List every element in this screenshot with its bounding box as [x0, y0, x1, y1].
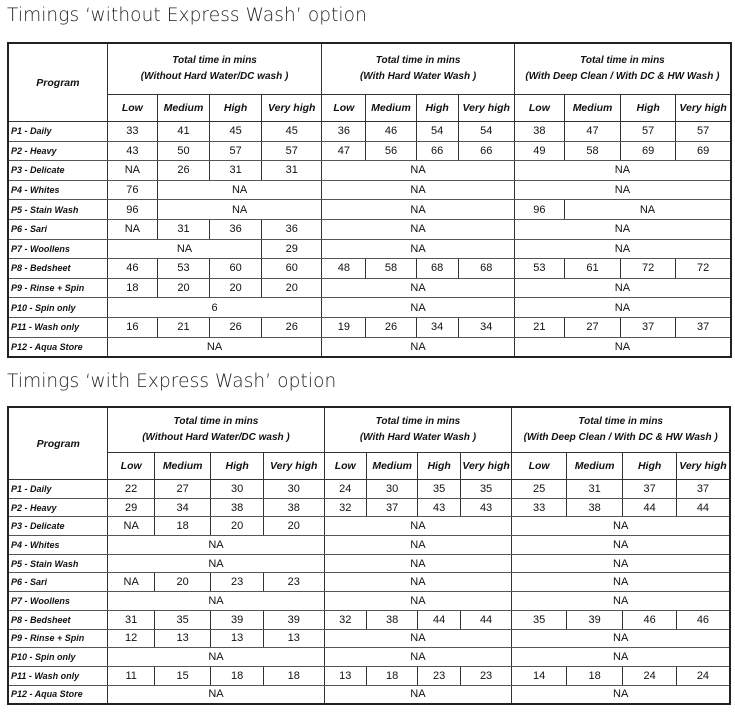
table-row: [8, 219, 731, 239]
time-cell: NA: [514, 219, 731, 239]
time-cell: 13: [211, 629, 264, 648]
time-cell: 38: [263, 498, 324, 517]
program-name: P12 - Aqua Store: [8, 685, 108, 704]
program-name: P3 - Delicate: [8, 517, 108, 536]
time-cell: NA: [108, 517, 154, 536]
time-cell: 37: [623, 480, 677, 499]
time-cell: NA: [512, 685, 730, 704]
time-cell: 18: [366, 666, 417, 685]
time-cell: 20: [157, 278, 209, 298]
table-row: [8, 200, 731, 220]
section-title-without-express: Timings ‘without Express Wash’ option: [7, 5, 367, 26]
table-row: [8, 554, 730, 573]
time-cell: NA: [512, 573, 730, 592]
table-row: [8, 161, 731, 181]
program-name: P7 - Woollens: [8, 592, 108, 611]
program-header: Program: [8, 43, 107, 122]
time-cell: NA: [322, 298, 515, 318]
time-cell: 53: [157, 259, 209, 279]
time-cell: 56: [366, 141, 416, 161]
time-cell: 14: [512, 666, 567, 685]
time-cell: NA: [514, 298, 731, 318]
level-header: Low: [108, 453, 154, 480]
program-name: P10 - Spin only: [8, 298, 107, 318]
program-name: P9 - Rinse + Spin: [8, 278, 107, 298]
time-cell: 57: [621, 122, 676, 142]
program-name: P12 - Aqua Store: [8, 337, 107, 357]
time-cell: 43: [418, 498, 460, 517]
time-cell: 13: [324, 666, 366, 685]
time-cell: NA: [324, 592, 512, 611]
time-cell: NA: [512, 629, 730, 648]
time-cell: 61: [564, 259, 620, 279]
program-name: P8 - Bedsheet: [8, 259, 107, 279]
time-cell: NA: [514, 180, 731, 200]
time-cell: 38: [514, 122, 564, 142]
group-header-line: Total time in mins: [173, 416, 259, 427]
time-cell: 68: [416, 259, 458, 279]
group-header: [108, 407, 324, 453]
time-cell: 18: [154, 517, 211, 536]
table-row: [8, 298, 731, 318]
group-header: [512, 407, 730, 453]
time-cell: 20: [154, 573, 211, 592]
group-header-line: Total time in mins: [375, 55, 461, 66]
group-header-line: (With Deep Clean / With DC & HW Wash ): [523, 432, 718, 443]
time-cell: NA: [322, 239, 515, 259]
time-cell: 26: [210, 317, 262, 337]
time-cell: 57: [676, 122, 731, 142]
table-row: [8, 685, 730, 704]
level-header: Very high: [676, 453, 730, 480]
level-header: High: [418, 453, 460, 480]
time-cell: 21: [157, 317, 209, 337]
table-row: [8, 337, 731, 357]
time-cell: NA: [108, 554, 324, 573]
program-name: P11 - Wash only: [8, 666, 108, 685]
time-cell: NA: [107, 239, 261, 259]
program-name: P3 - Delicate: [8, 161, 107, 181]
table-row: [8, 278, 731, 298]
time-cell: 35: [460, 480, 512, 499]
time-cell: NA: [324, 573, 512, 592]
level-header: Medium: [366, 453, 417, 480]
level-header: High: [623, 453, 677, 480]
group-header: [514, 43, 731, 95]
time-cell: 6: [107, 298, 322, 318]
time-cell: NA: [514, 337, 731, 357]
table-row: [8, 122, 731, 142]
time-cell: NA: [322, 180, 515, 200]
program-name: P4 - Whites: [8, 536, 108, 555]
level-header: Medium: [154, 453, 211, 480]
level-header: Very high: [458, 95, 514, 122]
time-cell: 12: [108, 629, 154, 648]
level-header: Medium: [566, 453, 623, 480]
time-cell: NA: [514, 239, 731, 259]
time-cell: NA: [324, 629, 512, 648]
time-cell: 21: [514, 317, 564, 337]
time-cell: 25: [512, 480, 567, 499]
time-cell: 26: [157, 161, 209, 181]
time-cell: 31: [210, 161, 262, 181]
time-cell: 39: [211, 610, 264, 629]
table-row: [8, 610, 730, 629]
time-cell: 46: [676, 610, 730, 629]
program-header: Program: [8, 407, 108, 480]
time-cell: 37: [676, 480, 730, 499]
time-cell: 36: [210, 219, 262, 239]
time-cell: NA: [324, 648, 512, 667]
group-header-line: (Without Hard Water/DC wash ): [140, 71, 289, 82]
time-cell: 32: [324, 610, 366, 629]
time-cell: NA: [108, 648, 324, 667]
timings-table-without-express: [7, 42, 732, 358]
time-cell: NA: [108, 573, 154, 592]
time-cell: 44: [460, 610, 512, 629]
time-cell: 69: [621, 141, 676, 161]
time-cell: 66: [458, 141, 514, 161]
time-cell: NA: [107, 337, 322, 357]
level-header: Very high: [263, 453, 324, 480]
program-name: P4 - Whites: [8, 180, 107, 200]
time-cell: 34: [458, 317, 514, 337]
group-header: [324, 407, 512, 453]
level-header: Low: [322, 95, 366, 122]
time-cell: NA: [324, 685, 512, 704]
program-name: P7 - Woollens: [8, 239, 107, 259]
level-header: Low: [324, 453, 366, 480]
time-cell: 24: [623, 666, 677, 685]
time-cell: 37: [676, 317, 731, 337]
time-cell: 60: [210, 259, 262, 279]
time-cell: 72: [621, 259, 676, 279]
time-cell: 27: [154, 480, 211, 499]
time-cell: 33: [512, 498, 567, 517]
time-cell: 31: [108, 610, 154, 629]
time-cell: 18: [107, 278, 157, 298]
time-cell: 16: [107, 317, 157, 337]
group-header: [107, 43, 322, 95]
group-header-line: Total time in mins: [578, 416, 663, 427]
time-cell: NA: [322, 278, 515, 298]
time-cell: NA: [514, 278, 731, 298]
program-name: P1 - Daily: [8, 480, 108, 499]
time-cell: 37: [621, 317, 676, 337]
time-cell: 48: [322, 259, 366, 279]
program-name: P8 - Bedsheet: [8, 610, 108, 629]
table-row: [8, 480, 730, 499]
time-cell: 23: [418, 666, 460, 685]
time-cell: 31: [157, 219, 209, 239]
time-cell: 34: [154, 498, 211, 517]
time-cell: 69: [676, 141, 731, 161]
time-cell: 37: [366, 498, 417, 517]
time-cell: 72: [676, 259, 731, 279]
group-header: [322, 43, 515, 95]
table-row: [8, 259, 731, 279]
group-header-line: (Without Hard Water/DC wash ): [142, 432, 290, 443]
program-name: P6 - Sari: [8, 219, 107, 239]
time-cell: 13: [154, 629, 211, 648]
level-header: Very high: [262, 95, 322, 122]
header-row-groups: [8, 43, 731, 95]
group-header-line: Total time in mins: [375, 416, 461, 427]
table-row: [8, 317, 731, 337]
program-name: P5 - Stain Wash: [8, 200, 107, 220]
time-cell: NA: [514, 161, 731, 181]
time-cell: 45: [210, 122, 262, 142]
time-cell: 36: [322, 122, 366, 142]
time-cell: 35: [418, 480, 460, 499]
time-cell: 45: [262, 122, 322, 142]
time-cell: 76: [107, 180, 157, 200]
table-row: [8, 141, 731, 161]
group-header-line: Total time in mins: [172, 55, 257, 66]
time-cell: 13: [263, 629, 324, 648]
time-cell: NA: [322, 161, 515, 181]
program-name: P6 - Sari: [8, 573, 108, 592]
time-cell: 58: [366, 259, 416, 279]
level-header: Medium: [366, 95, 416, 122]
level-header: High: [621, 95, 676, 122]
time-cell: 96: [107, 200, 157, 220]
time-cell: 46: [366, 122, 416, 142]
time-cell: 20: [210, 278, 262, 298]
header-row-levels: [8, 453, 730, 480]
program-name: P11 - Wash only: [8, 317, 107, 337]
time-cell: 11: [108, 666, 154, 685]
time-cell: 47: [564, 122, 620, 142]
time-cell: 43: [460, 498, 512, 517]
time-cell: 35: [154, 610, 211, 629]
level-header: High: [416, 95, 458, 122]
time-cell: 38: [211, 498, 264, 517]
time-cell: NA: [512, 554, 730, 573]
table-row: [8, 536, 730, 555]
time-cell: NA: [512, 536, 730, 555]
time-cell: 27: [564, 317, 620, 337]
time-cell: 29: [108, 498, 154, 517]
section-title-with-express: Timings ‘with Express Wash’ option: [7, 371, 337, 392]
table-row: [8, 648, 730, 667]
level-header: High: [210, 95, 262, 122]
time-cell: 44: [623, 498, 677, 517]
header-row-levels: [8, 95, 731, 122]
time-cell: NA: [157, 180, 321, 200]
table-row: [8, 239, 731, 259]
time-cell: 46: [623, 610, 677, 629]
time-cell: 38: [366, 610, 417, 629]
level-header: Medium: [564, 95, 620, 122]
time-cell: NA: [512, 648, 730, 667]
time-cell: 30: [211, 480, 264, 499]
time-cell: 39: [263, 610, 324, 629]
time-cell: NA: [322, 337, 515, 357]
time-cell: NA: [157, 200, 321, 220]
level-header: High: [211, 453, 264, 480]
program-name: P1 - Daily: [8, 122, 107, 142]
level-header: Low: [514, 95, 564, 122]
group-header-line: (With Hard Water Wash ): [359, 71, 477, 82]
time-cell: NA: [322, 219, 515, 239]
table-row: [8, 573, 730, 592]
time-cell: 24: [324, 480, 366, 499]
time-cell: 53: [514, 259, 564, 279]
time-cell: NA: [564, 200, 731, 220]
time-cell: 22: [108, 480, 154, 499]
time-cell: 26: [262, 317, 322, 337]
time-cell: 47: [322, 141, 366, 161]
time-cell: 39: [566, 610, 623, 629]
time-cell: 23: [263, 573, 324, 592]
time-cell: 34: [416, 317, 458, 337]
table-row: [8, 666, 730, 685]
table-row: [8, 629, 730, 648]
time-cell: 54: [416, 122, 458, 142]
time-cell: 24: [676, 666, 730, 685]
time-cell: 20: [211, 517, 264, 536]
level-header: Low: [107, 95, 157, 122]
time-cell: 68: [458, 259, 514, 279]
time-cell: 46: [107, 259, 157, 279]
time-cell: 31: [566, 480, 623, 499]
time-cell: 44: [676, 498, 730, 517]
time-cell: 18: [211, 666, 264, 685]
time-cell: NA: [324, 517, 512, 536]
time-cell: NA: [108, 536, 324, 555]
program-name: P9 - Rinse + Spin: [8, 629, 108, 648]
time-cell: NA: [324, 536, 512, 555]
table-row: [8, 517, 730, 536]
group-header-line: (With Hard Water Wash ): [359, 432, 477, 443]
time-cell: 29: [262, 239, 322, 259]
time-cell: 15: [154, 666, 211, 685]
time-cell: NA: [107, 161, 157, 181]
time-cell: 23: [460, 666, 512, 685]
time-cell: NA: [108, 592, 324, 611]
time-cell: 38: [566, 498, 623, 517]
program-name: P10 - Spin only: [8, 648, 108, 667]
time-cell: 50: [157, 141, 209, 161]
time-cell: 36: [262, 219, 322, 239]
program-name: P5 - Stain Wash: [8, 554, 108, 573]
program-name: P2 - Heavy: [8, 498, 108, 517]
time-cell: 44: [418, 610, 460, 629]
time-cell: 18: [263, 666, 324, 685]
header-row-groups: [8, 407, 730, 453]
time-cell: 57: [262, 141, 322, 161]
time-cell: NA: [324, 554, 512, 573]
time-cell: NA: [107, 219, 157, 239]
time-cell: NA: [512, 592, 730, 611]
level-header: Medium: [157, 95, 209, 122]
time-cell: 35: [512, 610, 567, 629]
time-cell: 31: [262, 161, 322, 181]
level-header: Very high: [460, 453, 512, 480]
time-cell: 41: [157, 122, 209, 142]
time-cell: 19: [322, 317, 366, 337]
time-cell: 49: [514, 141, 564, 161]
time-cell: 96: [514, 200, 564, 220]
time-cell: 43: [107, 141, 157, 161]
time-cell: 20: [263, 517, 324, 536]
time-cell: 32: [324, 498, 366, 517]
time-cell: 18: [566, 666, 623, 685]
time-cell: 58: [564, 141, 620, 161]
group-header-line: Total time in mins: [580, 55, 665, 66]
time-cell: 26: [366, 317, 416, 337]
time-cell: 57: [210, 141, 262, 161]
table-row: [8, 180, 731, 200]
level-header: Low: [512, 453, 567, 480]
level-header: Very high: [676, 95, 731, 122]
table-row: [8, 498, 730, 517]
time-cell: 54: [458, 122, 514, 142]
timings-table-with-express: [7, 406, 731, 705]
time-cell: 30: [366, 480, 417, 499]
time-cell: NA: [322, 200, 515, 220]
time-cell: 66: [416, 141, 458, 161]
program-name: P2 - Heavy: [8, 141, 107, 161]
time-cell: 23: [211, 573, 264, 592]
time-cell: 30: [263, 480, 324, 499]
time-cell: NA: [512, 517, 730, 536]
group-header-line: (With Deep Clean / With DC & HW Wash ): [525, 71, 720, 82]
time-cell: 33: [107, 122, 157, 142]
table-row: [8, 592, 730, 611]
time-cell: NA: [108, 685, 324, 704]
time-cell: 20: [262, 278, 322, 298]
time-cell: 60: [262, 259, 322, 279]
